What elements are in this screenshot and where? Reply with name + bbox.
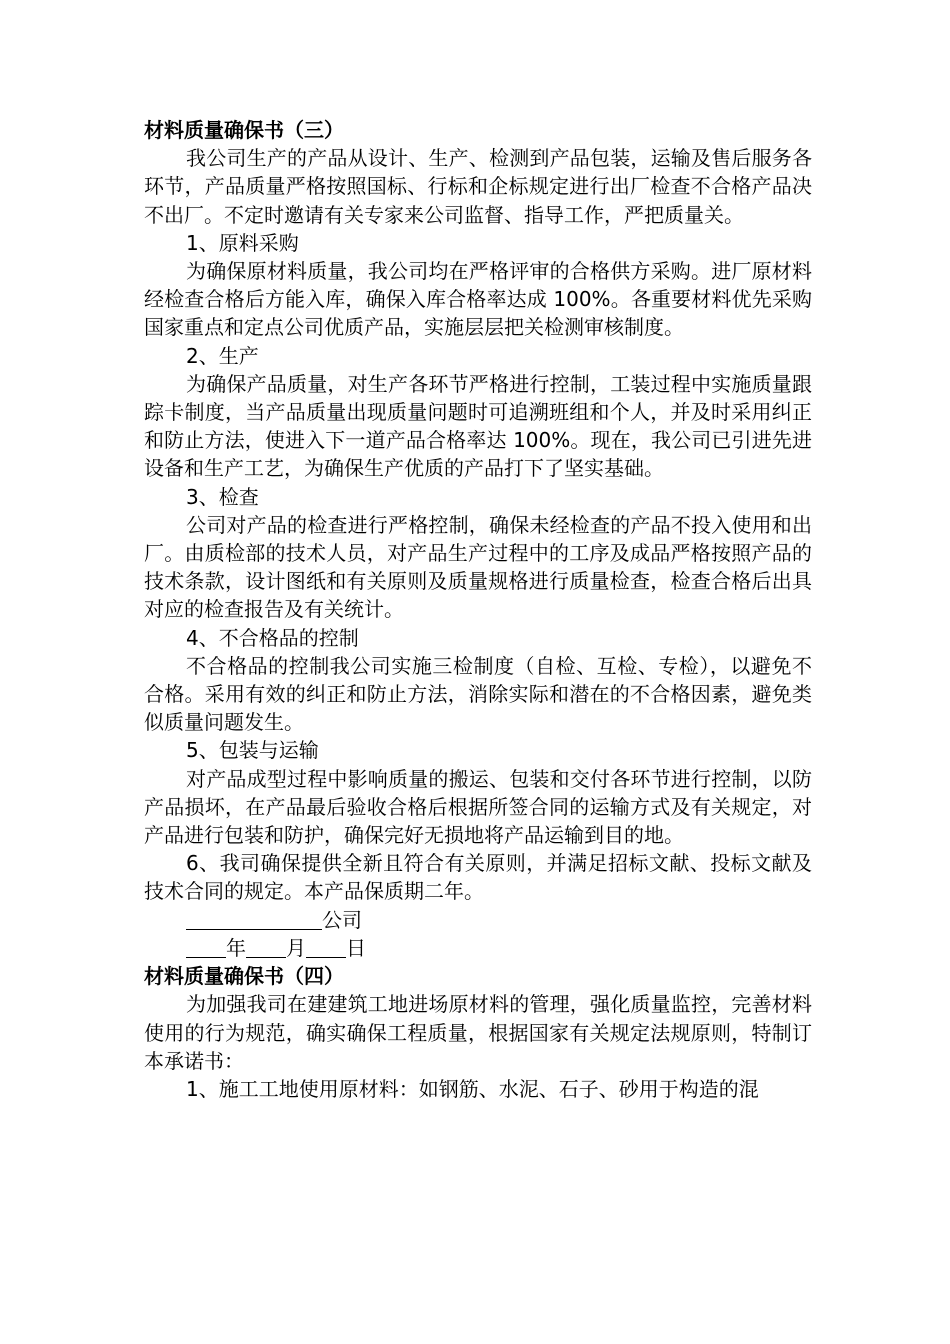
signature-date-line (144, 934, 812, 962)
item-2-heading: 2、生产 (186, 343, 259, 368)
company-label: 公司 (322, 907, 362, 932)
item-4-body: 不合格品的控制我公司实施三检制度（自检、互检、专检），以避免不合格。采用有效的纠正和防止方法，消除实际和潜在的不合格因素，避免类似质量问题发生。 (144, 653, 812, 735)
item-1-body: 为确保原材料质量，我公司均在严格评审的合格供方采购。进厂原材料经检查合格后方能入库，确保入库合格率达成 100%。各重要材料优先采购国家重点和定点公司优质产品，实施层层把关检测审核制度。 (144, 259, 812, 340)
section-3-title: 材料质量确保书（三） (144, 118, 344, 142)
item-2-body: 为确保产品质量，对生产各环节严格进行控制，工装过程中实施质量跟踪卡制度，当产品质量出现质量问题时可追溯班组和个人，并及时采用纠正和防止方法，使进入下一道产品合格率达 100%。现在，我公司已引进先进设备和生产工艺，为确保生产优质的产品打下了坚实基础。 (144, 371, 812, 481)
item-6-paragraph: 6、我司确保提供全新且符合有关原则，并满足招标文献、投标文献及技术合同的规定。本产品保质期二年。 (144, 851, 812, 904)
section-4-intro: 为加强我司在建建筑工地进场原材料的管理，强化质量监控，完善材料使用的行为规范，确实确保工程质量，根据国家有关规定法规原则，特制订本承诺书： (144, 992, 812, 1073)
day-label: 日 (346, 935, 366, 960)
month-blank (246, 937, 286, 958)
item-1-heading: 1、原料采购 (186, 230, 299, 255)
item-5-heading: 5、包装与运输 (186, 738, 319, 763)
section-3-intro: 我公司生产的产品从设计、生产、检测到产品包装，运输及售后服务各环节，产品质量严格按照国标、行标和企标规定进行出厂检查不合格产品决不出厂。不定时邀请有关专家来公司监督、指导工作，严把质量关。 (144, 146, 812, 227)
section-4-item-1: 1、施工工地使用原材料：如钢筋、水泥、石子、砂用于构造的混 (186, 1076, 759, 1101)
section-4-title: 材料质量确保书（四） (144, 964, 344, 989)
month-label: 月 (286, 935, 306, 960)
company-blank (186, 909, 322, 930)
year-blank (186, 937, 226, 958)
item-4-heading: 4、不合格品的控制 (186, 625, 359, 650)
signature-company-line (144, 906, 812, 934)
document-page (144, 116, 812, 1103)
day-blank (306, 937, 346, 958)
year-label: 年 (226, 935, 246, 960)
item-3-heading: 3、检查 (186, 484, 259, 509)
item-3-body: 公司对产品的检查进行严格控制，确保未经检查的产品不投入使用和出厂。由质检部的技术人员，对产品生产过程中的工序及成品严格按照产品的技术条款，设计图纸和有关原则及质量规格进行质量检查，检查合格后出具对应的检查报告及有关统计。 (144, 512, 812, 622)
item-5-body: 对产品成型过程中影响质量的搬运、包装和交付各环节进行控制，以防产品损坏，在产品最后验收合格后根据所签合同的运输方式及有关规定，对产品进行包装和防护，确保完好无损地将产品运输到目的地。 (144, 766, 812, 848)
